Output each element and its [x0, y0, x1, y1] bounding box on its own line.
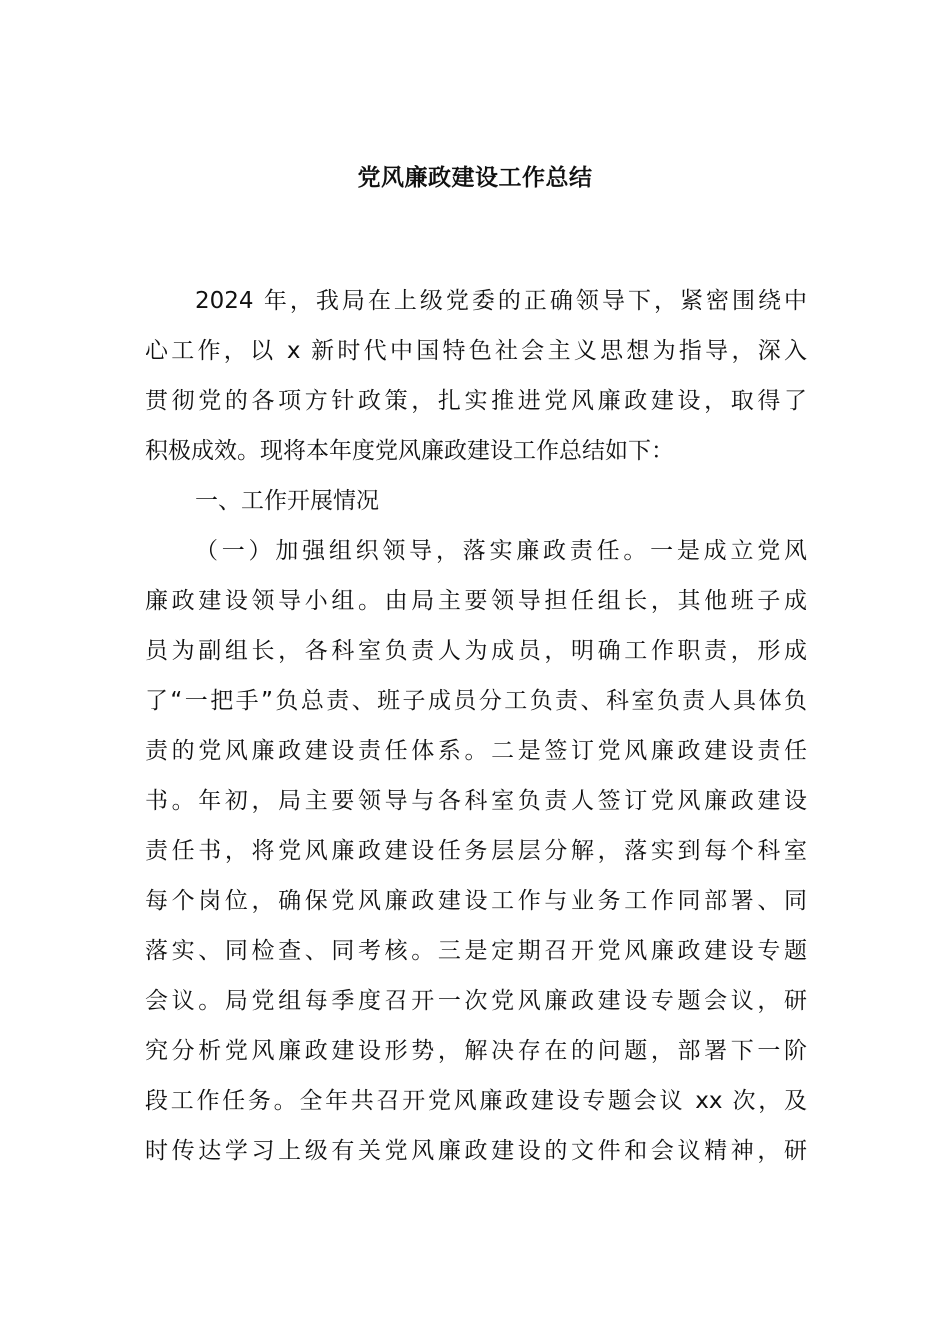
paragraph-line: 书。年初，局主要领导与各科室负责人签订党风廉政建设	[145, 788, 807, 814]
paragraph-line: （一）加强组织领导，落实廉政责任。一是成立党风	[195, 538, 807, 564]
paragraph-line: 落实、同检查、同考核。三是定期召开党风廉政建设专题	[145, 938, 807, 964]
paragraph-line: 段工作任务。全年共召开党风廉政建设专题会议 xx 次，及	[145, 1088, 807, 1114]
paragraph-line: 贯彻党的各项方针政策，扎实推进党风廉政建设，取得了	[145, 388, 807, 414]
paragraph-line: 了“一把手”负总责、班子成员分工负责、科室负责人具体负	[145, 688, 807, 714]
paragraph-line: 责任书，将党风廉政建设任务层层分解，落实到每个科室	[145, 838, 807, 864]
paragraph-line: 时传达学习上级有关党风廉政建设的文件和会议精神，研	[145, 1138, 807, 1164]
paragraph-line: 会议。局党组每季度召开一次党风廉政建设专题会议，研	[145, 988, 807, 1014]
paragraph-line: 心工作，以 x 新时代中国特色社会主义思想为指导，深入	[145, 338, 807, 364]
section-heading: 一、工作开展情况	[195, 488, 379, 514]
paragraph-line: 每个岗位，确保党风廉政建设工作与业务工作同部署、同	[145, 888, 807, 914]
paragraph-line: 积极成效。现将本年度党风廉政建设工作总结如下：	[145, 438, 674, 464]
paragraph-line: 责的党风廉政建设责任体系。二是签订党风廉政建设责任	[145, 738, 807, 764]
paragraph-line: 廉政建设领导小组。由局主要领导担任组长，其他班子成	[145, 588, 807, 614]
paragraph-line: 究分析党风廉政建设形势，解决存在的问题，部署下一阶	[145, 1038, 807, 1064]
document-title: 党风廉政建设工作总结	[357, 165, 593, 191]
paragraph-line: 员为副组长，各科室负责人为成员，明确工作职责，形成	[145, 638, 807, 664]
paragraph-line: 2024 年，我局在上级党委的正确领导下，紧密围绕中	[195, 288, 807, 314]
